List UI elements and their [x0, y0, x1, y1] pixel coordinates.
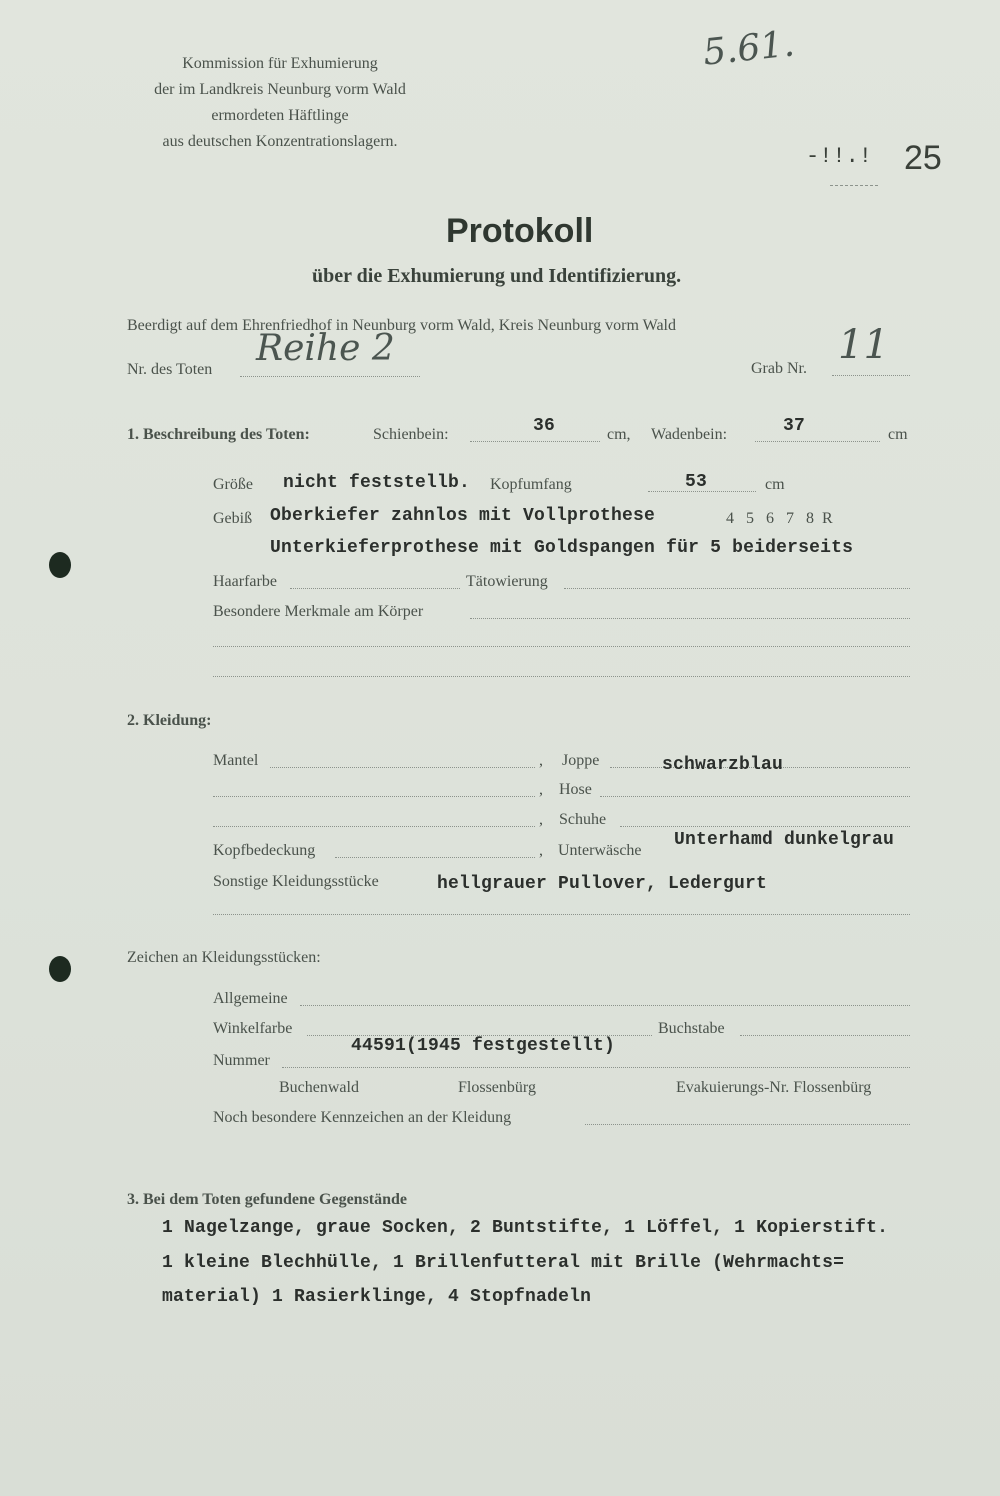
punch-hole	[49, 956, 71, 982]
burial-line: Beerdigt auf dem Ehrenfriedhof in Neunburg vorm Wald, Kreis Neunburg vorm Wald	[127, 317, 676, 334]
unterwaesche-value: Unterhamd dunkelgrau	[674, 830, 895, 850]
merkmale-line-3	[213, 676, 910, 677]
document-title: Protokoll	[446, 212, 594, 250]
zeichen-heading: Zeichen an Kleidungsstücken:	[127, 949, 321, 966]
groesse-label: Größe	[213, 476, 253, 493]
gebiss-value-oberkiefer: Oberkiefer zahnlos mit Vollprothese	[270, 506, 656, 526]
hose-label: Hose	[559, 781, 592, 798]
section2-heading: 2. Kleidung:	[127, 712, 212, 729]
buchstabe-label: Buchstabe	[658, 1020, 725, 1037]
commission-header	[110, 51, 450, 155]
comma: ,	[539, 811, 543, 828]
gebiss-value-unterkiefer: Unterkieferprothese mit Goldspangen für 5 beiderseits	[270, 538, 854, 558]
items-line: material) 1 Rasierklinge, 4 Stopfnadeln	[162, 1287, 592, 1307]
sonstige-kleidung-label: Sonstige Kleidungsstücke	[213, 873, 379, 890]
buchenwald-label: Buchenwald	[279, 1079, 359, 1096]
schienbein-line	[470, 441, 600, 442]
sonstige-kleidung-value: hellgrauer Pullover, Ledergurt	[437, 874, 768, 894]
blank-line	[213, 796, 535, 797]
wadenbein-line	[755, 441, 880, 442]
hose-line	[600, 796, 910, 797]
unterwaesche-label: Unterwäsche	[558, 842, 642, 859]
joppe-value: schwarzblau	[662, 755, 784, 775]
kopfumfang-label: Kopfumfang	[490, 476, 572, 493]
nummer-label: Nummer	[213, 1052, 270, 1069]
kopfbedeckung-line	[335, 857, 535, 858]
comma: ,	[539, 781, 543, 798]
teeth-numbers: 4 5 6 7 8 R	[726, 510, 833, 527]
merkmale-line	[470, 618, 910, 619]
allgemeine-line	[300, 1005, 910, 1006]
nummer-value: 44591(1945 festgestellt)	[351, 1036, 616, 1056]
comma: ,	[539, 842, 543, 859]
nr-des-toten-label: Nr. des Toten	[127, 361, 213, 378]
buchstabe-line	[740, 1035, 910, 1036]
kopfumfang-value: 53	[685, 472, 708, 492]
comma: ,	[539, 752, 543, 769]
schuhe-line	[620, 826, 910, 827]
grab-line	[832, 375, 910, 376]
punch-hole	[49, 552, 71, 578]
flossenbuerg-label: Flossenbürg	[458, 1079, 536, 1096]
grab-nr-label: Grab Nr.	[751, 360, 807, 377]
page-number: 25	[904, 139, 942, 177]
merkmale-line-2	[213, 646, 910, 647]
taetowierung-label: Tätowierung	[466, 573, 548, 590]
stamp-underline	[830, 185, 878, 186]
cm-label: cm	[888, 426, 908, 443]
wadenbein-label: Wadenbein:	[651, 426, 728, 443]
section1-heading: 1. Beschreibung des Toten:	[127, 426, 310, 443]
grab-nr-value: 11	[838, 322, 889, 368]
kopfbedeckung-label: Kopfbedeckung	[213, 842, 316, 859]
commission-line: der im Landkreis Neunburg vorm Wald	[154, 81, 406, 98]
mantel-line	[270, 767, 535, 768]
winkelfarbe-label: Winkelfarbe	[213, 1020, 293, 1037]
stamp-mark: -!!.!	[806, 144, 873, 169]
taetowierung-line	[564, 588, 910, 589]
nummer-line	[282, 1067, 910, 1068]
mantel-label: Mantel	[213, 752, 259, 769]
blank-line	[213, 826, 535, 827]
allgemeine-label: Allgemeine	[213, 990, 288, 1007]
besondere-merkmale-label: Besondere Merkmale am Körper	[213, 603, 424, 620]
cm-label: cm,	[607, 426, 631, 443]
schienbein-value: 36	[533, 416, 556, 436]
schuhe-label: Schuhe	[559, 811, 607, 828]
evakuierungs-nr-label: Evakuierungs-Nr. Flossenbürg	[676, 1079, 872, 1096]
schienbein-label: Schienbein:	[373, 426, 449, 443]
joppe-label: Joppe	[562, 752, 600, 769]
items-line: 1 Nagelzange, graue Socken, 2 Buntstifte, 1 Löffel, 1 Kopierstift.	[162, 1218, 889, 1238]
wadenbein-value: 37	[783, 416, 806, 436]
section3-heading: 3. Bei dem Toten gefundene Gegenstände	[127, 1191, 408, 1208]
haarfarbe-line	[290, 588, 460, 589]
items-line: 1 kleine Blechhülle, 1 Brillenfutteral mit Brille (Wehrmachts=	[162, 1253, 845, 1273]
groesse-value: nicht feststellb.	[283, 473, 471, 493]
gebiss-label: Gebiß	[213, 510, 253, 527]
handwritten-reference: 5.61.	[701, 23, 797, 74]
commission-line: aus deutschen Konzentrationslagern.	[162, 133, 398, 150]
nr-des-toten-value: Reihe 2	[256, 328, 395, 369]
cm-label: cm	[765, 476, 785, 493]
nr-line	[240, 376, 420, 377]
haarfarbe-label: Haarfarbe	[213, 573, 277, 590]
commission-line: Kommission für Exhumierung	[182, 55, 378, 72]
document-subtitle: über die Exhumierung und Identifizierung.	[312, 265, 682, 287]
commission-line: ermordeten Häftlinge	[211, 107, 349, 124]
noch-kennzeichen-label: Noch besondere Kennzeichen an der Kleidung	[213, 1109, 512, 1126]
noch-line	[585, 1124, 910, 1125]
sonstige-line-2	[213, 914, 910, 915]
